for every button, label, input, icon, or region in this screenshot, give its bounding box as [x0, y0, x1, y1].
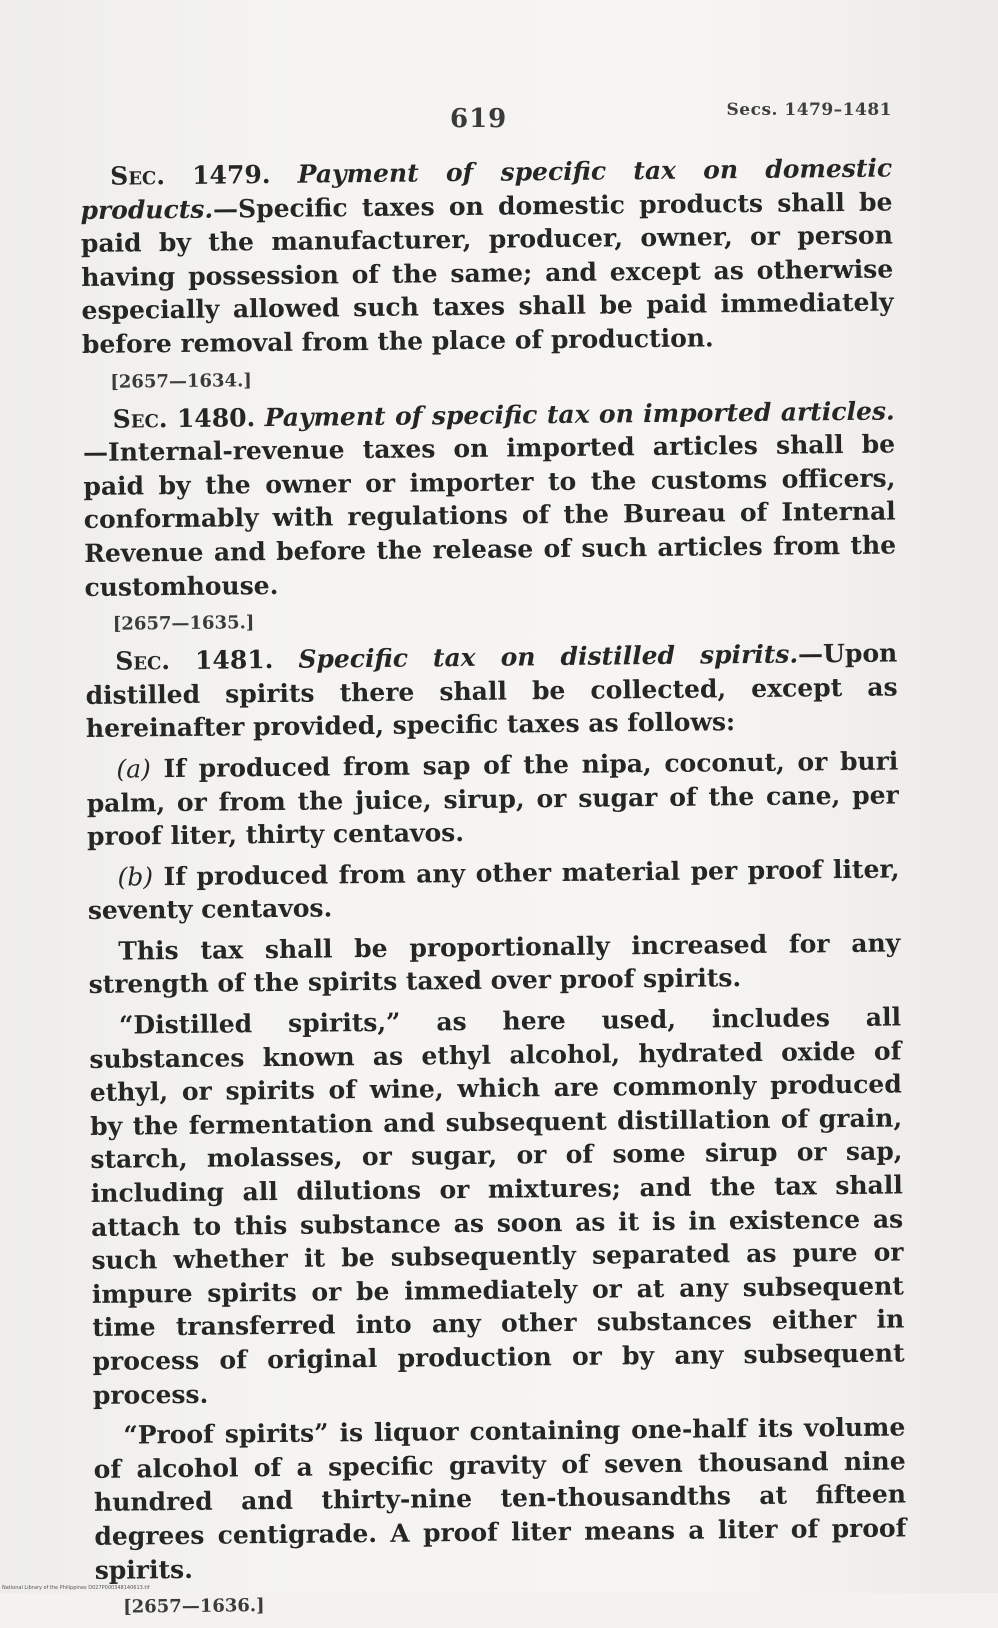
section-label: Sec. 1479. — [110, 160, 271, 191]
subparagraph-b — [87, 852, 900, 928]
section-label: Sec. 1480. — [112, 402, 256, 434]
page-header — [80, 100, 892, 134]
running-head: Secs. 1479–1481 — [726, 100, 892, 120]
body-text — [80, 151, 907, 1628]
section-heading: Payment of specific tax on domestic products. — [80, 153, 893, 225]
citation: [2657—1634.] — [110, 369, 252, 393]
citation: [2657—1636.] — [123, 1595, 265, 1618]
section-text: —Internal-revenue taxes on imported articles shall be paid by the owner or importer to the customs officers, conformably with regulations of the Bureau of Internal Revenue and before the release of such articles from the customhouse. — [82, 429, 897, 602]
section-text: —Upon distilled spirits there shall be collected, except as hereinafter provided, specific taxes as follows: — [85, 638, 898, 744]
subparagraph-letter: (a) — [116, 754, 151, 784]
section-1479 — [80, 151, 894, 361]
section-heading: Payment of specific tax on imported articles. — [264, 396, 895, 432]
section-1481 — [85, 637, 898, 746]
subparagraph-letter: (b) — [117, 861, 154, 892]
paragraph-distilled-spirits-definition: “Distilled spirits,” as here used, includes all substances known as ethyl alcohol, hydrated oxide of ethyl, or spirits of wine, which are commonly produced by the fermentation and subsequent distillation of grain, starch, molasses, or sugar, or of some sirup or sap, including all dilutions or mixtures; and the tax shall attach to this substance as soon as it is in existence as such whether it be subsequently separated as pure or impure spirits or be immediately or at any subsequent time transferred into any other substances either in process of original production or by any subsequent process. — [89, 1002, 905, 1410]
subparagraph-text: If produced from any other material per proof liter, seventy centavos. — [87, 854, 900, 926]
page-number: 619 — [450, 104, 508, 134]
section-text: —Specific taxes on domestic products shall be paid by the manufacturer, producer, owner, or person having possession of the same; and except as otherwise especially allowed such taxes shall be paid immediately before removal from the place of production. — [80, 187, 894, 359]
subparagraph-a — [86, 744, 899, 853]
section-1480 — [83, 394, 897, 604]
subparagraph-text: If produced from sap of the nipa, coconut, or buri palm, or from the juice, sirup, or sugar of the cane, per proof liter, thirty centavos. — [86, 746, 899, 852]
citation: [2657—1635.] — [112, 612, 255, 635]
scan-credit: National Library of the Philippines D027P000348140613.tif — [2, 1585, 150, 1591]
section-label: Sec. 1481. — [115, 645, 274, 676]
paragraph-proof-spirits-definition: “Proof spirits” is liquor containing one-half its volume of alcohol of a specific gravity of seven thousand nine hundred and thirty-nine ten-thousandths at fifteen degrees centigrade. A proof liter means a liter of proof spirits. — [93, 1412, 907, 1585]
section-heading: Specific tax on distilled spirits. — [298, 639, 799, 674]
paragraph-proportional-increase: This tax shall be proportionally increased for any strength of the spirits taxed over proof spirits. — [88, 928, 901, 1000]
